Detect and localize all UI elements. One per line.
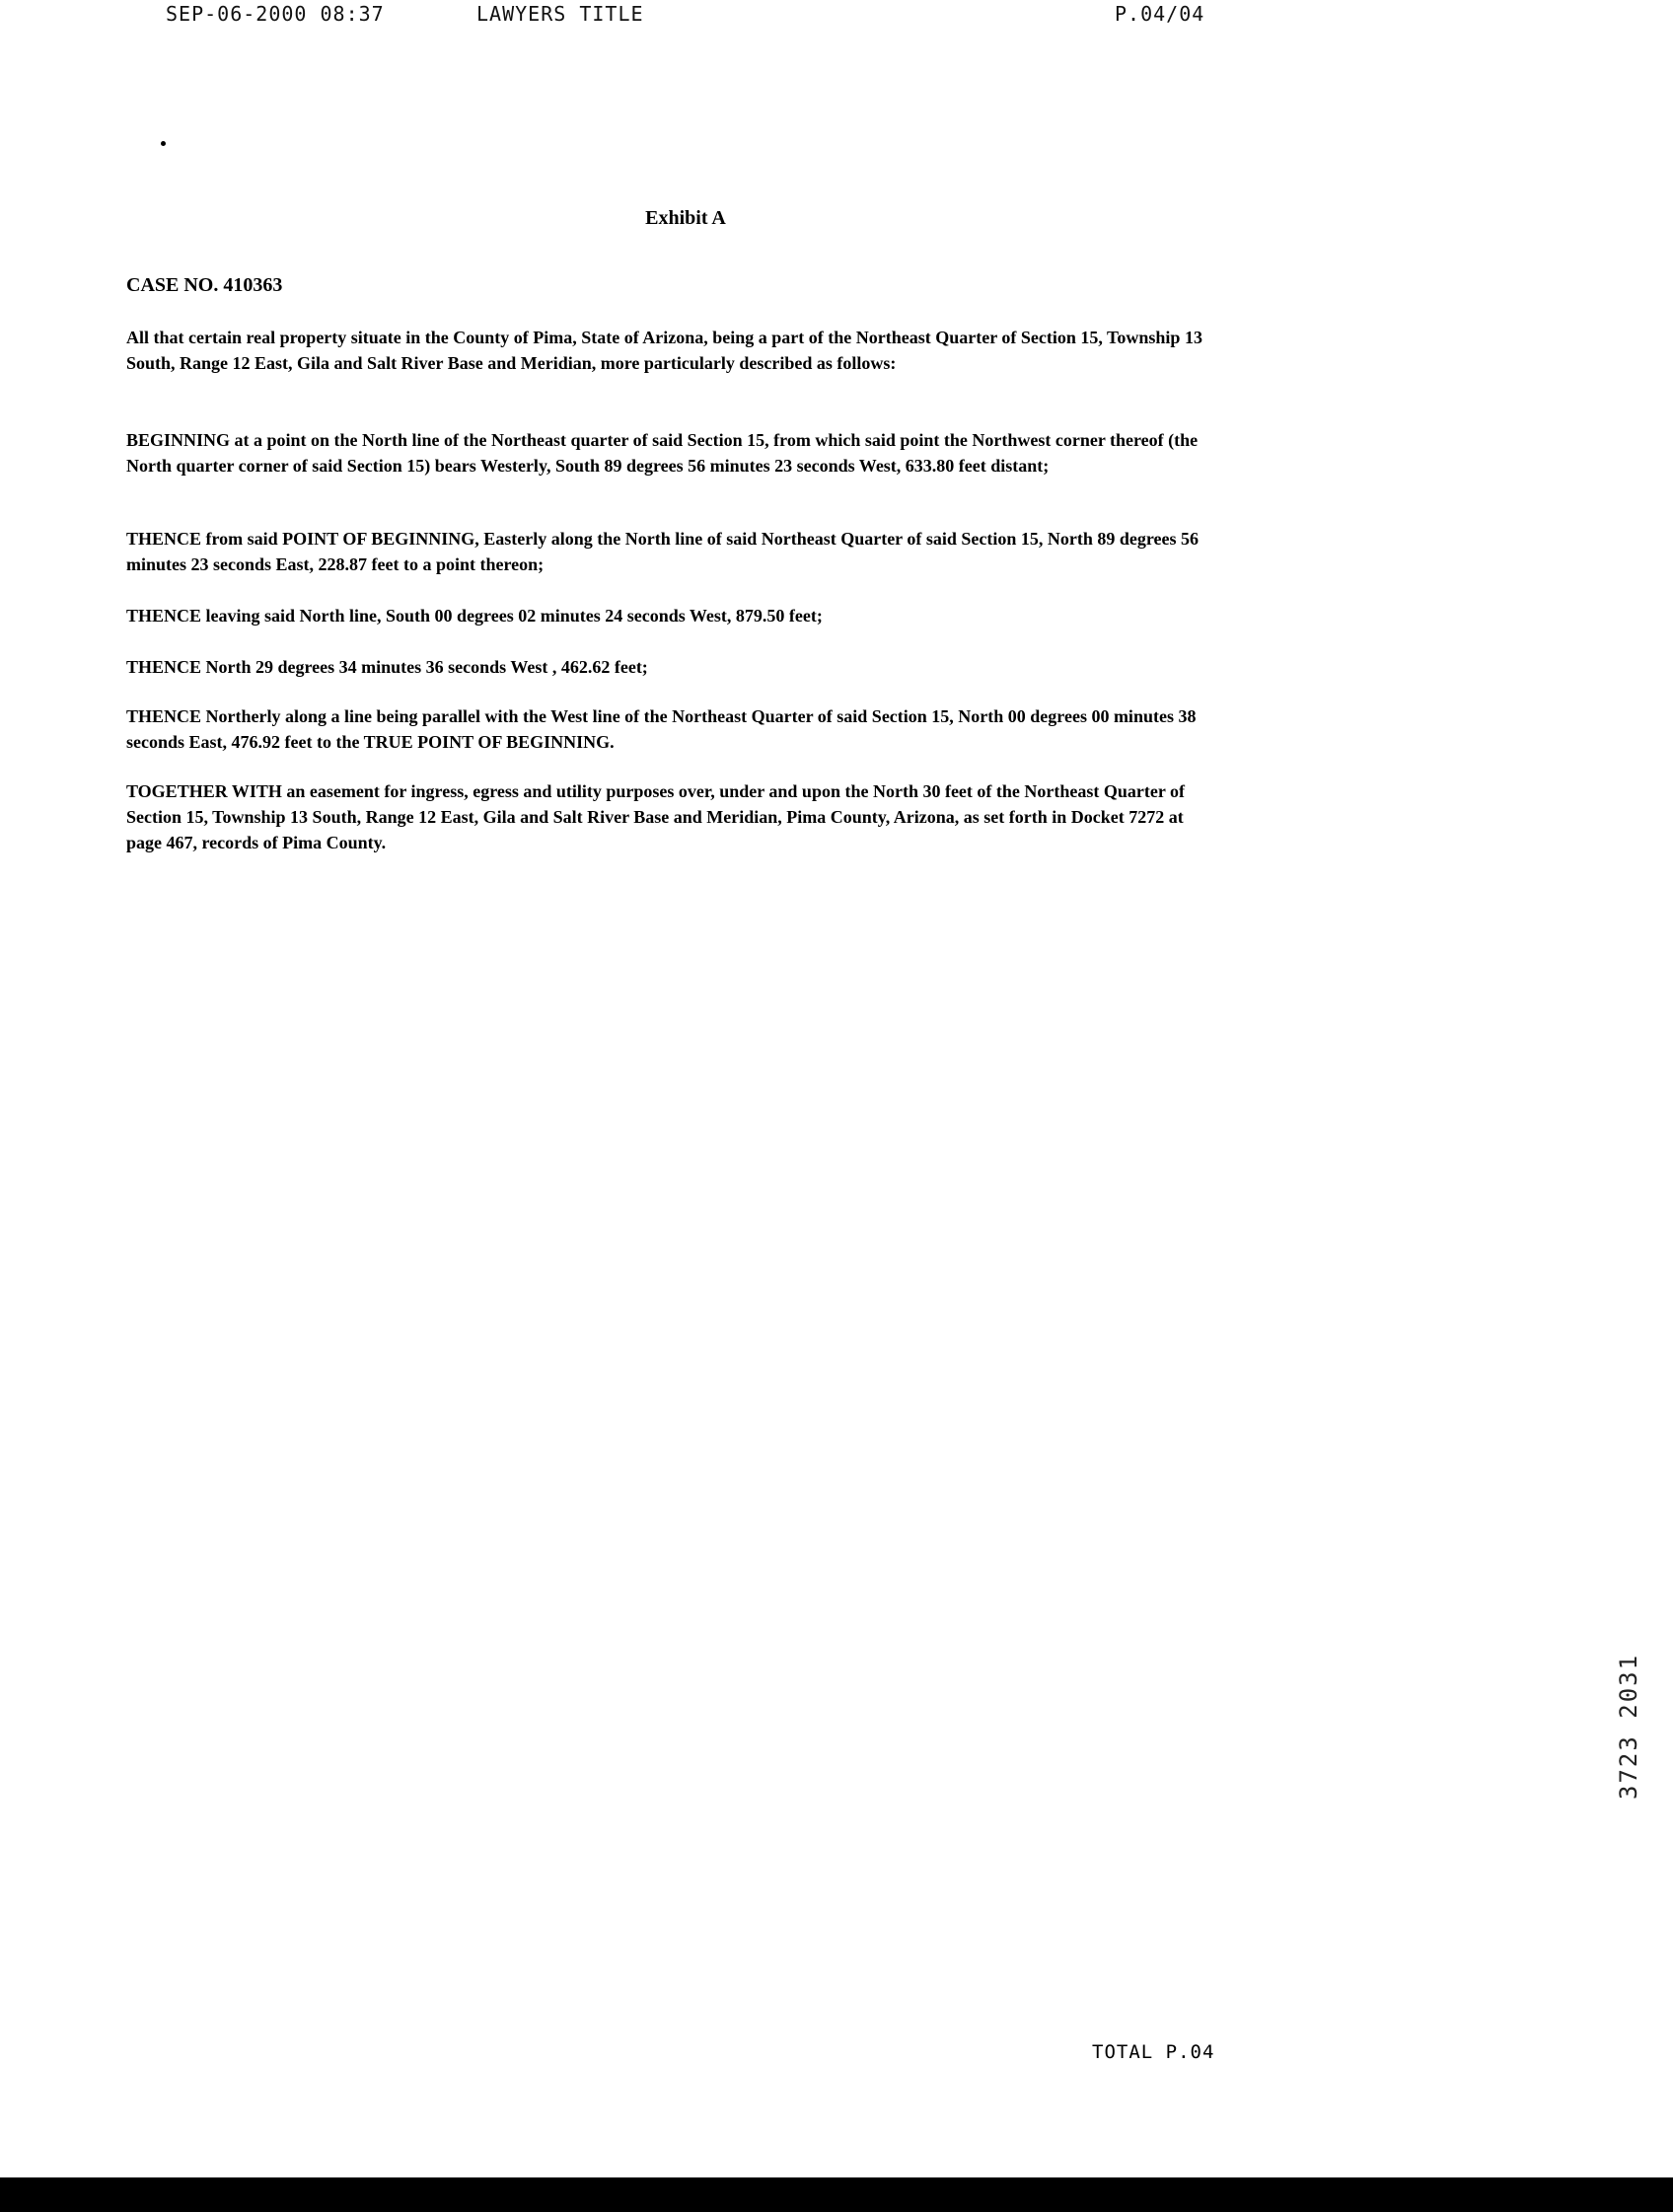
paragraph-thence-northerly: THENCE Northerly along a line being parallel with the West line of the Northeast Quarter of said Section 15, North 00 degrees 00 minutes 38 seconds East, 476.92 feet to the TRUE POINT OF BEGINNING. (126, 706, 1197, 752)
scan-bottom-band (0, 2177, 1673, 2212)
paragraph-thence-easterly: THENCE from said POINT OF BEGINNING, Easterly along the North line of said Northeast Quarter of said Section 15, North 89 degrees 56 minutes 23 seconds East, 228.87 feet to a point thereon; (126, 529, 1199, 574)
fax-total-pages: TOTAL P.04 (1092, 2041, 1215, 2063)
case-number: CASE NO. 410363 (126, 274, 283, 296)
fax-page-number: P.04/04 (1115, 2, 1205, 26)
side-document-stamp: 3723 2031 (1615, 1653, 1642, 1801)
paragraph-beginning: BEGINNING at a point on the North line of the Northeast quarter of said Section 15, from which said point the Northwest corner thereof (the North quarter corner of said Section 15) bears Westerly, South 89 degrees 56 minutes 23 seconds West, 633.80 feet distant; (126, 430, 1199, 476)
fax-datetime: SEP-06-2000 08:37 (166, 2, 385, 26)
document-title: Exhibit A (645, 207, 726, 229)
fax-sender: LAWYERS TITLE (476, 2, 644, 26)
paragraph-thence-north-west: THENCE North 29 degrees 34 minutes 36 seconds West , 462.62 feet; (126, 657, 648, 677)
scan-dot (161, 141, 166, 146)
paragraph-thence-south: THENCE leaving said North line, South 00 degrees 02 minutes 24 seconds West, 879.50 feet; (126, 606, 823, 626)
paragraph-property-description: All that certain real property situate in the County of Pima, State of Arizona, being a part of the Northeast Quarter of Section 15, Township 13 South, Range 12 East, Gila and Salt River Base and Meridian, more particularly described as follows: (126, 328, 1202, 373)
paragraph-easement: TOGETHER WITH an easement for ingress, egress and utility purposes over, under and upon the North 30 feet of the Northeast Quarter of Section 15, Township 13 South, Range 12 East, Gila and Salt River Base and Meridian, Pima County, Arizona, as set forth in Docket 7272 at page 467, records of Pima County. (126, 781, 1186, 852)
